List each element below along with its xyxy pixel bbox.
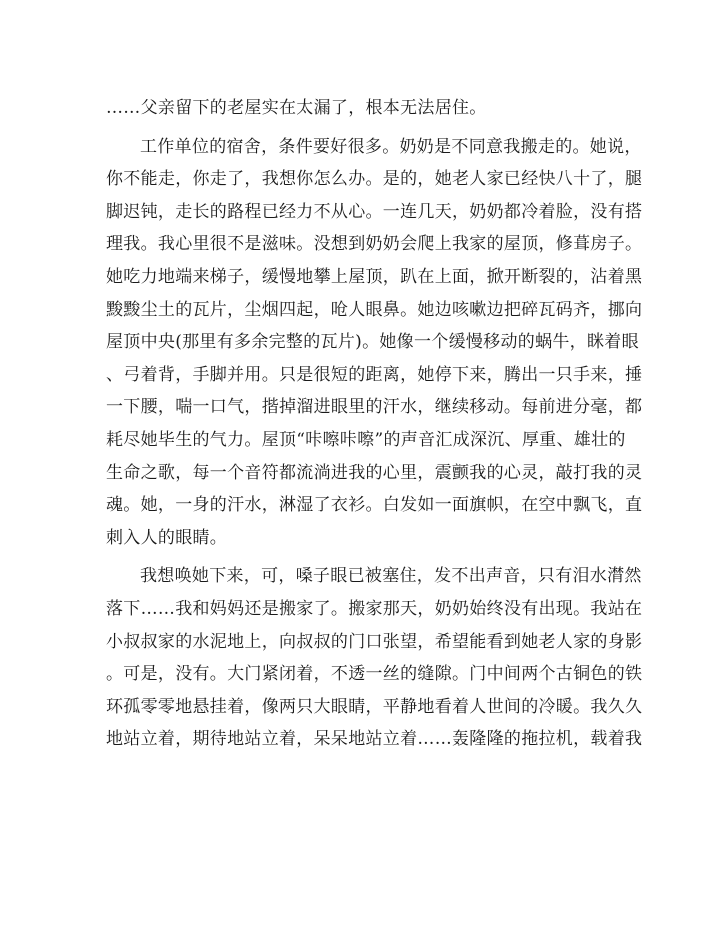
text-line: 我想唤她下来，可，嗓子眼已被塞住，发不出声音，只有泪水潸然	[140, 566, 642, 587]
text-line: 地站立着，期待地站立着，呆呆地站立着……轰隆隆的拖拉机，载着我	[106, 729, 643, 750]
text-line: 落下……我和妈妈还是搬家了。搬家那天，奶奶始终没有出现。我站在	[106, 598, 643, 619]
text-line: 工作单位的宿舍，条件要好很多。奶奶是不同意我搬走的。她说，	[140, 136, 642, 157]
text-line: 屋顶中央(那里有多余完整的瓦片)。她像一个缓慢移动的蜗牛，眯着眼	[106, 332, 639, 353]
text-line: 、弓着背，手脚并用。只是很短的距离，她停下来，腾出一只手来，捶	[106, 364, 643, 385]
text-line: 小叔叔家的水泥地上，向叔叔的门口张望，希望能看到她老人家的身影	[106, 631, 643, 652]
paragraph-3	[106, 560, 643, 756]
text-line: 耗尽她毕生的气力。屋顶“咔嚓咔嚓”的声音汇成深沉、厚重、雄壮的	[106, 429, 626, 450]
text-line: 生命之歌，每一个音符都流淌进我的心里，震颤我的心灵，敲打我的灵	[106, 462, 643, 483]
paragraph-2	[106, 131, 643, 555]
text-line: ……父亲留下的老屋实在太漏了，根本无法居住。	[106, 98, 487, 118]
text-line: 理我。我心里很不是滋味。没想到奶奶会爬上我家的屋顶，修葺房子。	[106, 234, 643, 255]
text-line: 魂。她，一身的汗水，淋湿了衣衫。白发如一面旗帜，在空中飘飞，直	[106, 495, 643, 516]
text-line: 黢黢尘土的瓦片，尘烟四起，呛人眼鼻。她边咳嗽边把碎瓦码齐，挪向	[106, 299, 643, 320]
text-line: 环孤零零地悬挂着，像两只大眼睛，平静地看着人世间的冷暖。我久久	[106, 696, 643, 717]
document-page	[106, 92, 643, 756]
paragraph-1	[106, 92, 618, 125]
text-line: 她吃力地端来梯子，缓慢地攀上屋顶，趴在上面，掀开断裂的，沾着黑	[106, 266, 643, 287]
text-line: 你不能走，你走了，我想你怎么办。是的，她老人家已经快八十了，腿	[106, 169, 643, 190]
text-line: 一下腰，喘一口气，揩掉溜进眼里的汗水，继续移动。每前进分毫，都	[106, 397, 643, 418]
text-line: 刺入人的眼睛。	[106, 527, 228, 548]
text-line: 。可是，没有。大门紧闭着，不透一丝的缝隙。门中间两个古铜色的铁	[106, 664, 643, 685]
text-line: 脚迟钝，走长的路程已经力不从心。一连几天，奶奶都冷着脸，没有搭	[106, 201, 643, 222]
